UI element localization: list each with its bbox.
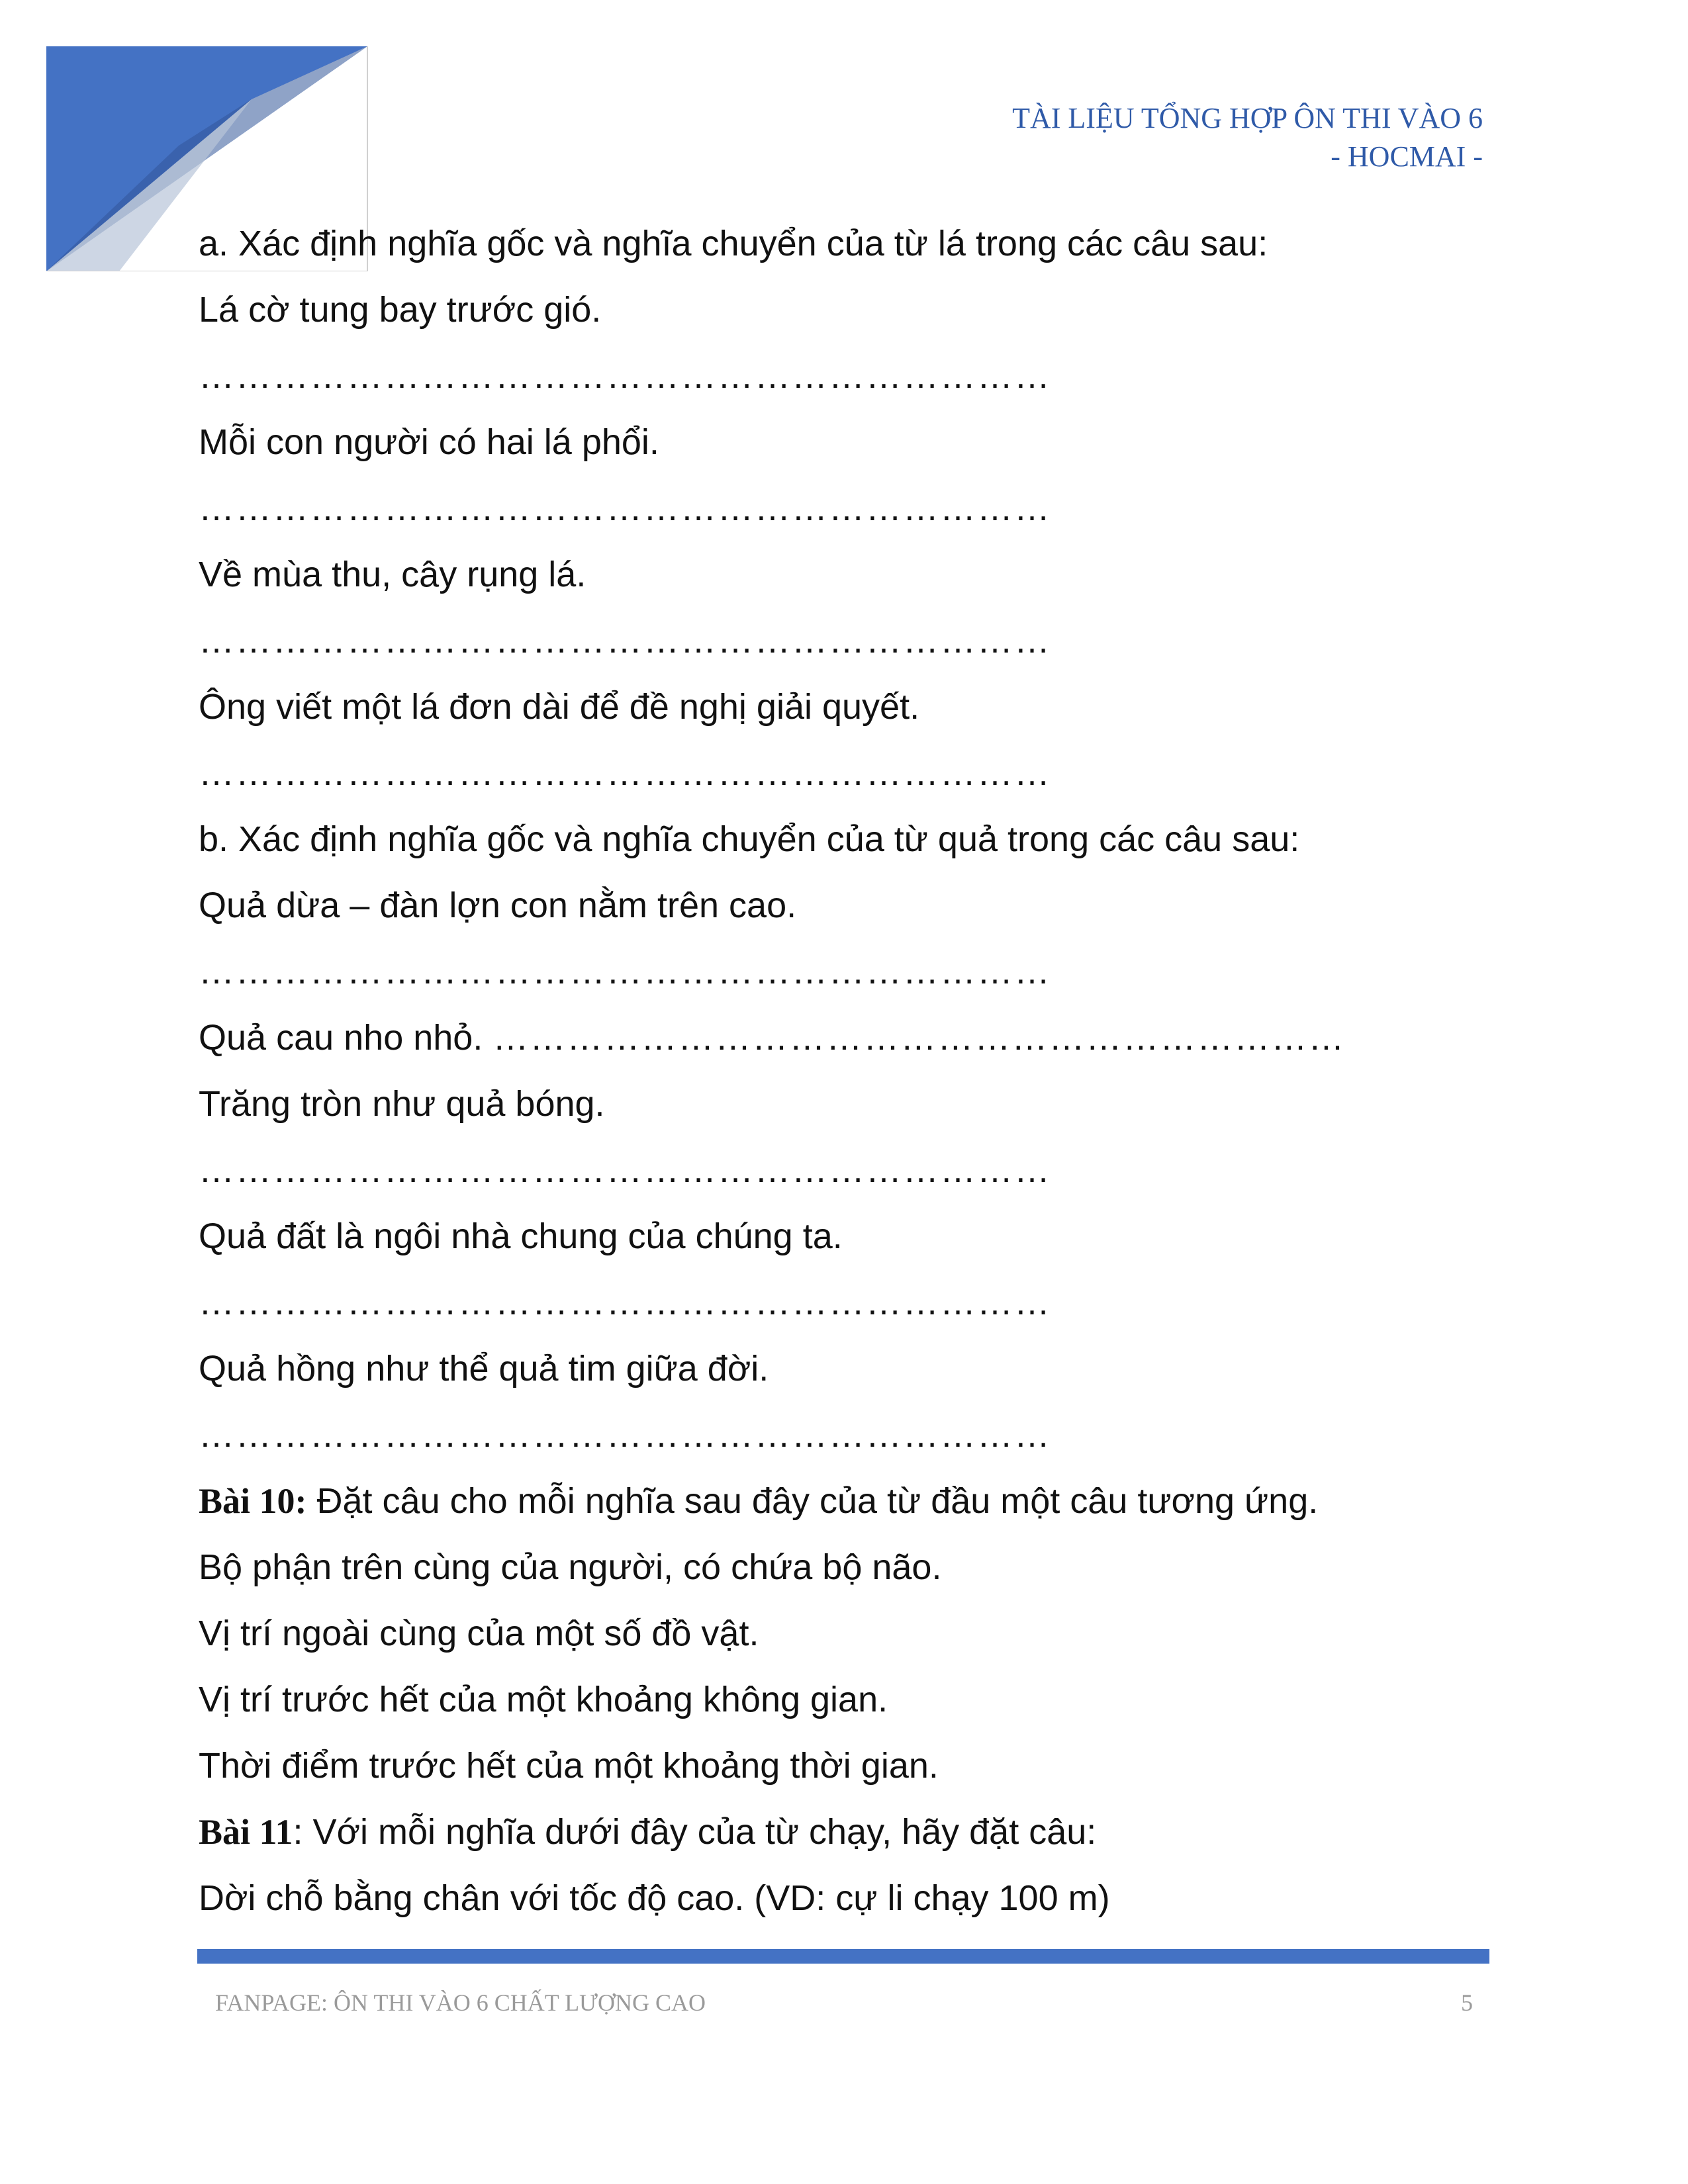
answer-blank: …………………………………………………………… — [199, 753, 1051, 793]
part-b-title: b. Xác định nghĩa gốc và nghĩa chuyển của từ quả trong các câu sau: — [199, 819, 1300, 859]
exercise-11 — [199, 1807, 1496, 1873]
run-meaning-1: Dời chỗ bằng chân với tốc độ cao. (VD: cự li chạy 100 m) — [199, 1878, 1110, 1918]
header-title: TÀI LIỆU TỔNG HỢP ÔN THI VÀO 6 — [1012, 102, 1483, 134]
document-body — [199, 218, 1496, 1939]
footer-divider — [197, 1949, 1489, 1964]
meaning-3: Vị trí trước hết của một khoảng không gian. — [199, 1680, 888, 1719]
answer-blank: …………………………………………………………… — [199, 1150, 1051, 1190]
part-a-title: a. Xác định nghĩa gốc và nghĩa chuyển của từ lá trong các câu sau: — [199, 224, 1268, 263]
sentence-b5: Quả hồng như thể quả tim giữa đời. — [199, 1349, 769, 1388]
sentence-a3: Về mùa thu, cây rụng lá. — [199, 555, 586, 594]
answer-blank: …………………………………………………………… — [199, 1415, 1051, 1455]
exercise-10-text: Đặt câu cho mỗi nghĩa sau đây của từ đầu một câu tương ứng. — [306, 1481, 1319, 1521]
page-header — [1012, 99, 1483, 176]
sentence-a4: Ông viết một lá đơn dài để đề nghị giải quyết. — [199, 687, 920, 727]
sentence-a2: Mỗi con người có hai lá phổi. — [199, 422, 659, 462]
sentence-a1: Lá cờ tung bay trước gió. — [199, 290, 602, 330]
exercise-11-label: Bài 11 — [199, 1812, 293, 1852]
answer-blank: …………………………………………………………… — [492, 1018, 1346, 1058]
answer-blank: …………………………………………………………… — [199, 621, 1051, 660]
footer-text: FANPAGE: ÔN THI VÀO 6 CHẤT LƯỢNG CAO — [215, 1989, 706, 2016]
meaning-2: Vị trí ngoài cùng của một số đồ vật. — [199, 1614, 759, 1653]
sentence-b1: Quả dừa – đàn lợn con nằm trên cao. — [199, 886, 797, 925]
exercise-10 — [199, 1476, 1496, 1542]
sentence-b3: Trăng tròn như quả bóng. — [199, 1084, 605, 1124]
page-footer — [215, 1989, 1473, 2017]
answer-blank: …………………………………………………………… — [199, 1283, 1051, 1322]
exercise-10-label: Bài 10: — [199, 1481, 307, 1521]
answer-blank: …………………………………………………………… — [199, 356, 1051, 396]
header-subtitle: - HOCMAI - — [1331, 140, 1483, 173]
meaning-1: Bộ phận trên cùng của người, có chứa bộ não. — [199, 1547, 942, 1587]
sentence-b2: Quả cau nho nhỏ. — [199, 1018, 483, 1058]
page-number: 5 — [1461, 1989, 1473, 2016]
exercise-11-text: : Với mỗi nghĩa dưới đây của từ chạy, hãy đặt câu: — [293, 1812, 1097, 1852]
answer-blank: …………………………………………………………… — [199, 952, 1051, 991]
meaning-4: Thời điểm trước hết của một khoảng thời gian. — [199, 1746, 939, 1786]
sentence-b2-row — [199, 1013, 1496, 1079]
sentence-b4: Quả đất là ngôi nhà chung của chúng ta. — [199, 1216, 843, 1256]
answer-blank: …………………………………………………………… — [199, 488, 1051, 528]
